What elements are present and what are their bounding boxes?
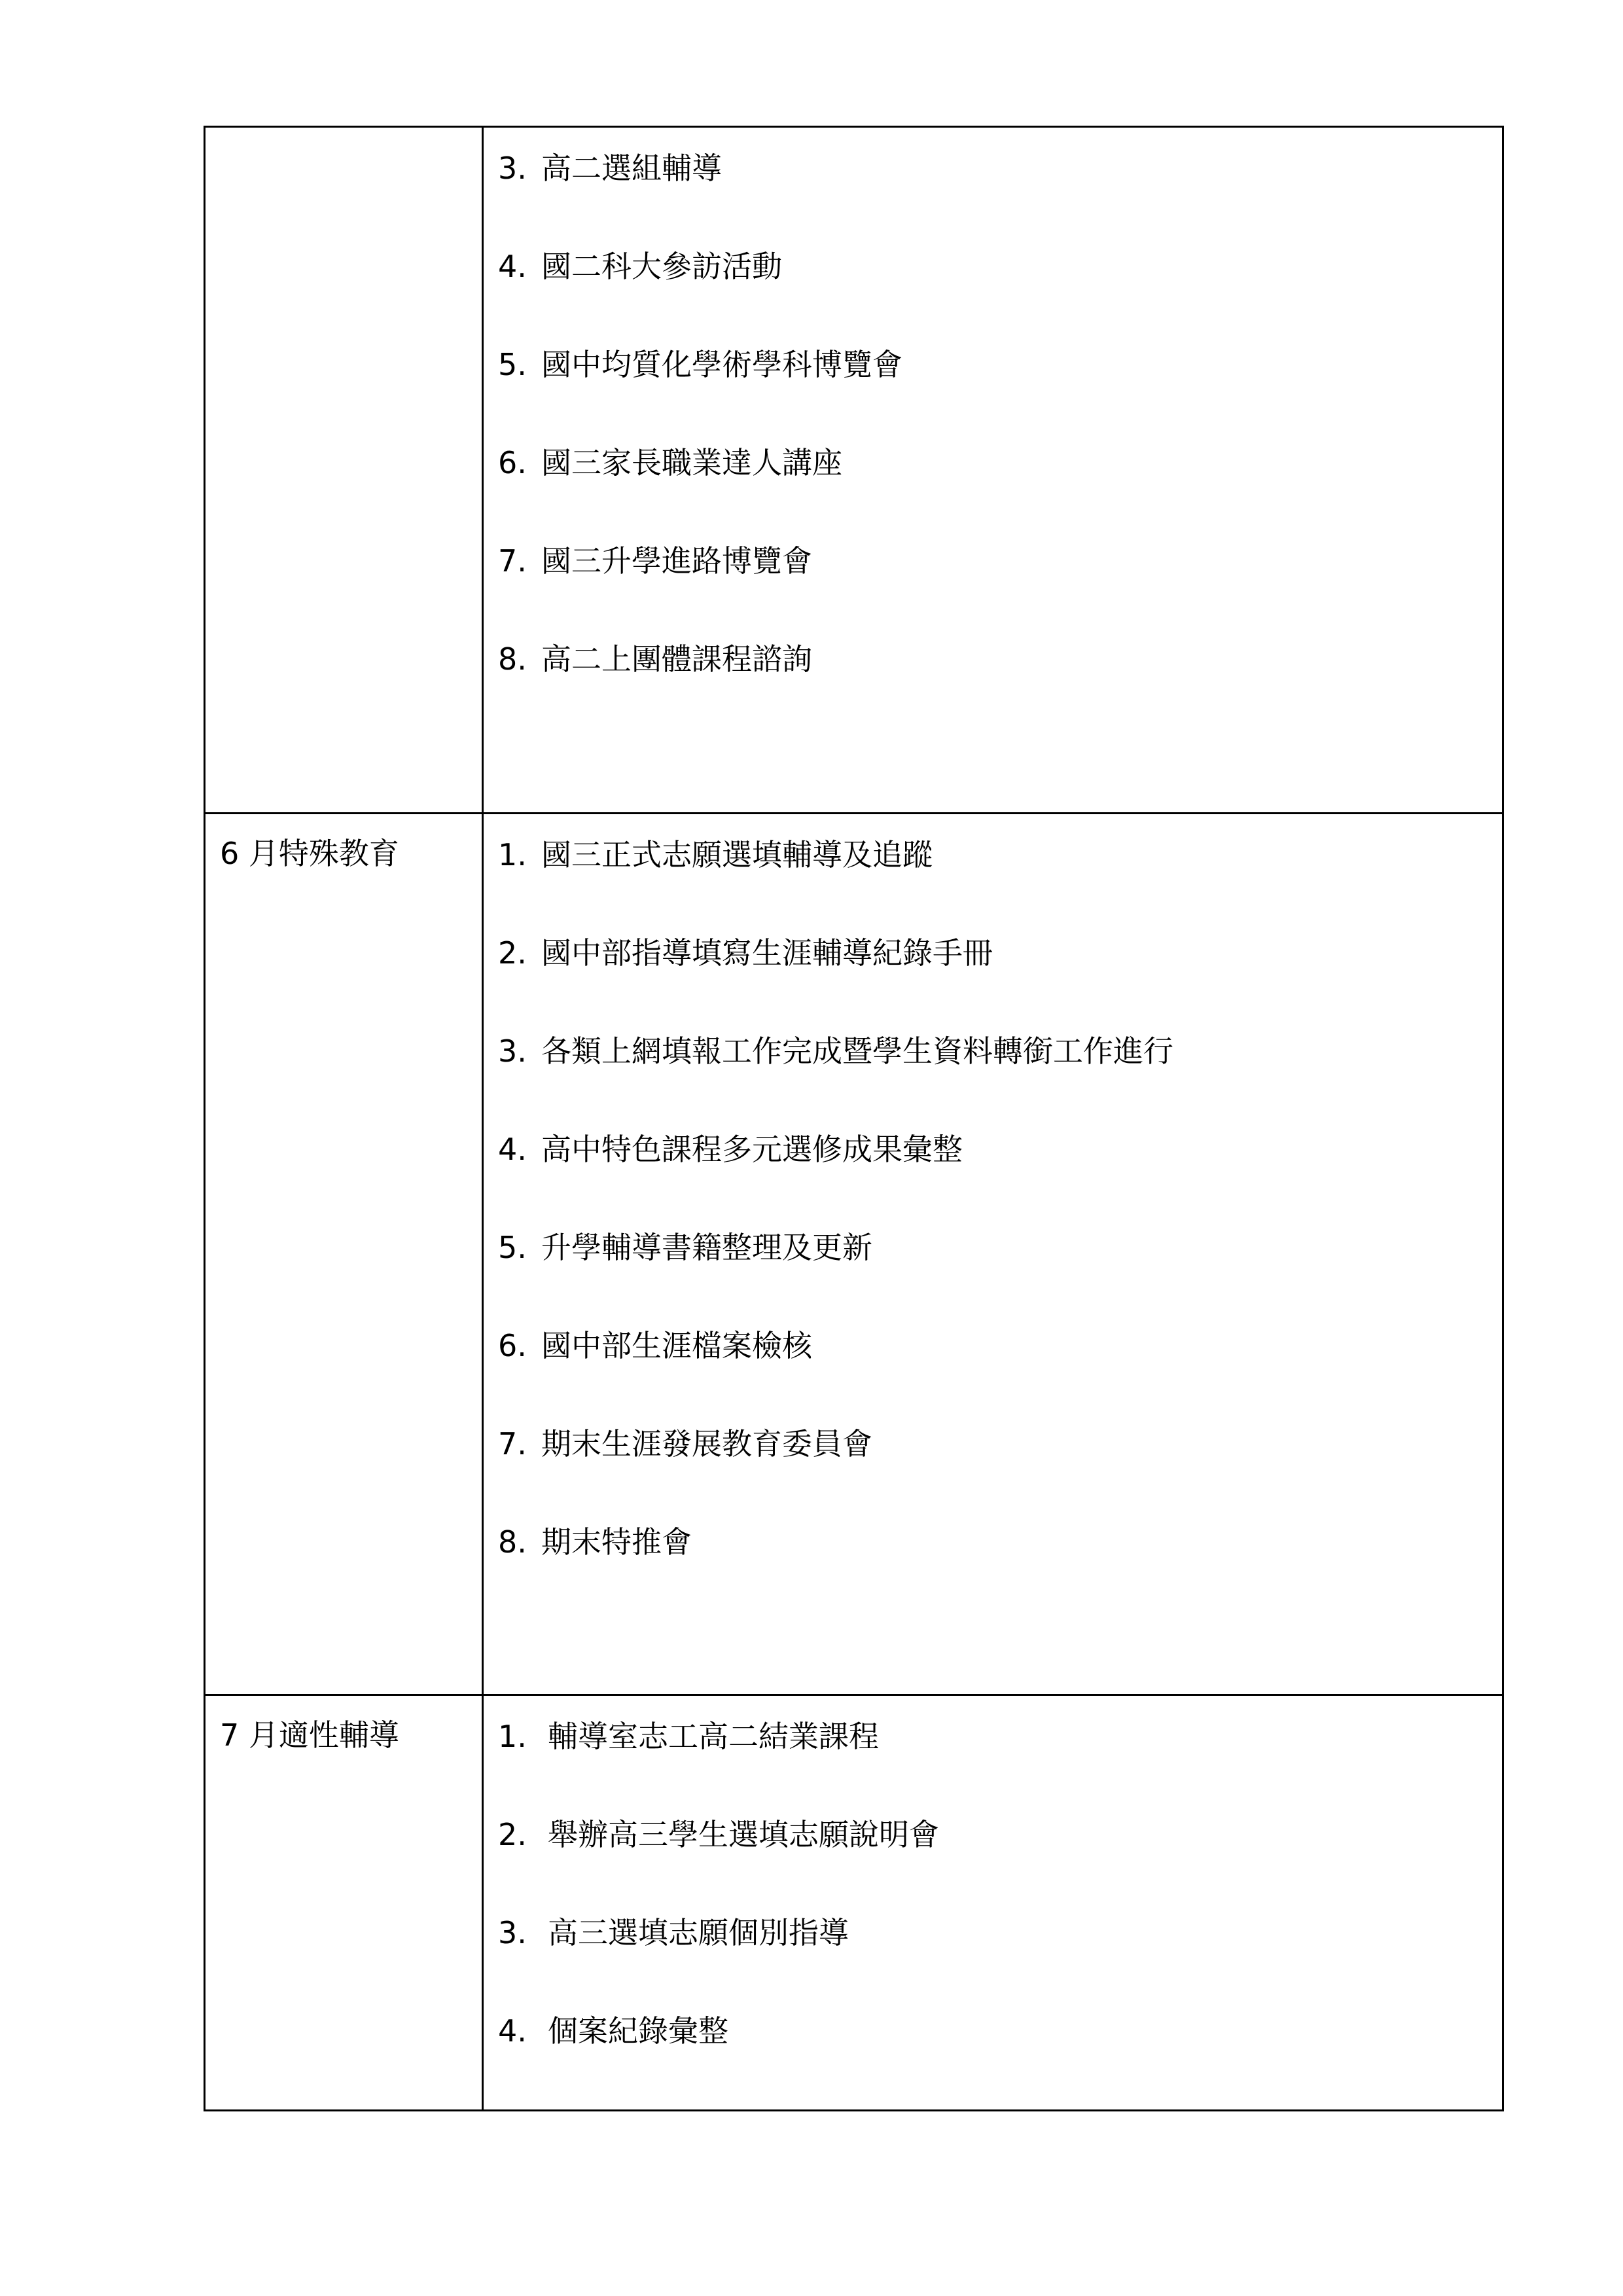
list-item xyxy=(484,2011,1502,2109)
list-item xyxy=(484,1717,1502,1815)
list-item xyxy=(484,541,1502,639)
item-number: 1. xyxy=(498,1719,527,1754)
item-number: 3. xyxy=(498,1033,527,1069)
item-number: 3. xyxy=(498,151,527,186)
item-number: 8. xyxy=(498,1524,527,1560)
item-text: 期末生涯發展教育委員會 xyxy=(541,1426,872,1462)
item-list xyxy=(484,814,1502,1621)
list-item xyxy=(484,443,1502,541)
month-label: 7 月適性輔導 xyxy=(220,1717,399,1753)
list-item xyxy=(484,933,1502,1031)
item-number: 1. xyxy=(498,837,527,872)
list-item xyxy=(484,1522,1502,1621)
list-item xyxy=(484,1130,1502,1228)
item-number: 5. xyxy=(498,1230,527,1265)
month-cell xyxy=(205,1695,483,2111)
item-number: 7. xyxy=(498,543,527,579)
item-list xyxy=(484,1696,1502,2109)
item-text: 國中部指導填寫生涯輔導紀錄手冊 xyxy=(541,935,993,971)
item-number: 2. xyxy=(498,1817,527,1852)
item-text: 輔導室志工高二結業課程 xyxy=(548,1719,879,1754)
list-item xyxy=(484,149,1502,247)
item-text: 期末特推會 xyxy=(541,1524,692,1560)
item-text: 各類上網填報工作完成暨學生資料轉銜工作進行 xyxy=(541,1033,1173,1069)
schedule-table xyxy=(204,126,1504,2111)
month-cell xyxy=(205,127,483,814)
list-item xyxy=(484,1815,1502,1913)
item-number: 8. xyxy=(498,641,527,677)
table-row xyxy=(205,814,1503,1695)
list-item xyxy=(484,639,1502,738)
item-text: 國二科大參訪活動 xyxy=(541,249,782,284)
item-number: 3. xyxy=(498,1915,527,1950)
month-cell xyxy=(205,814,483,1695)
item-text: 國三家長職業達人講座 xyxy=(541,445,842,480)
item-text: 國中部生涯檔案檢核 xyxy=(541,1328,812,1363)
item-text: 高中特色課程多元選修成果彙整 xyxy=(541,1132,963,1167)
item-text: 國中均質化學術學科博覽會 xyxy=(541,347,902,382)
item-text: 高三選填志願個別指導 xyxy=(548,1915,849,1950)
item-number: 4. xyxy=(498,2013,527,2049)
item-number: 7. xyxy=(498,1426,527,1462)
table-row xyxy=(205,127,1503,814)
item-number: 4. xyxy=(498,249,527,284)
item-number: 6. xyxy=(498,445,527,480)
items-cell xyxy=(483,1695,1503,2111)
item-list xyxy=(484,128,1502,738)
month-label xyxy=(205,128,482,147)
list-item xyxy=(484,1326,1502,1424)
item-text: 國三正式志願選填輔導及追蹤 xyxy=(541,837,933,872)
list-item xyxy=(484,1228,1502,1326)
items-cell xyxy=(483,814,1503,1695)
item-text: 高二選組輔導 xyxy=(541,151,722,186)
list-item xyxy=(484,247,1502,345)
month-label: 6 月特殊教育 xyxy=(220,836,399,871)
table-row xyxy=(205,1695,1503,2111)
item-text: 高二上團體課程諮詢 xyxy=(541,641,812,677)
item-number: 5. xyxy=(498,347,527,382)
item-number: 6. xyxy=(498,1328,527,1363)
item-text: 國三升學進路博覽會 xyxy=(541,543,812,579)
items-cell xyxy=(483,127,1503,814)
item-text: 個案紀錄彙整 xyxy=(548,2013,728,2049)
item-text: 舉辦高三學生選填志願說明會 xyxy=(548,1817,939,1852)
list-item xyxy=(484,835,1502,933)
item-number: 4. xyxy=(498,1132,527,1167)
list-item xyxy=(484,1424,1502,1522)
list-item xyxy=(484,1913,1502,2011)
item-text: 升學輔導書籍整理及更新 xyxy=(541,1230,872,1265)
item-number: 2. xyxy=(498,935,527,971)
list-item xyxy=(484,345,1502,443)
list-item xyxy=(484,1031,1502,1130)
